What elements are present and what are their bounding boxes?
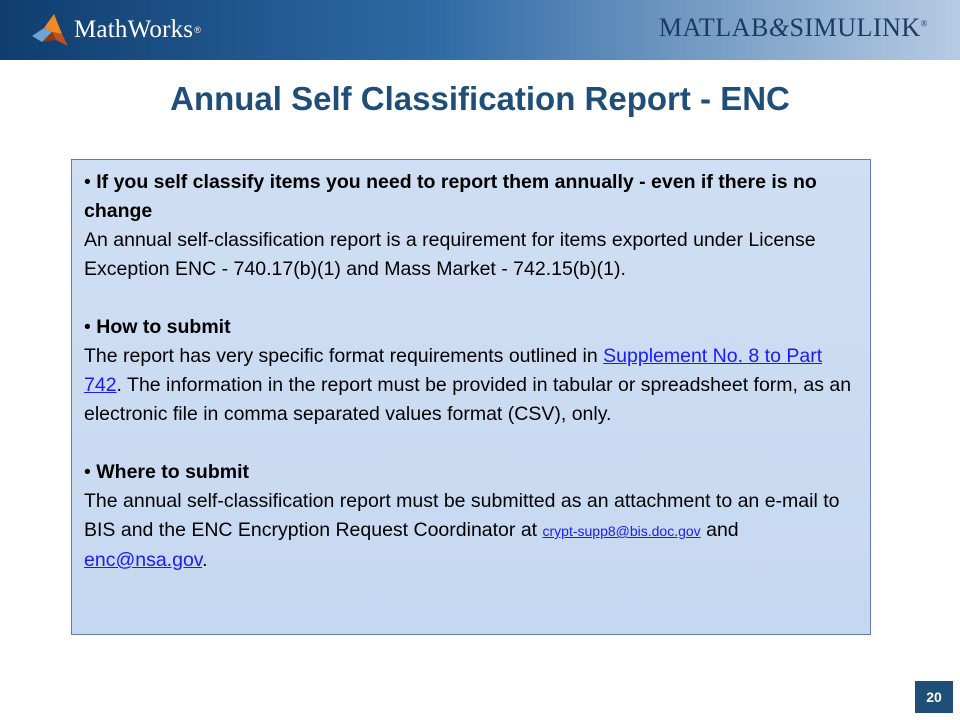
- simulink-registered-mark: ®: [920, 18, 928, 29]
- section-heading-line: [84, 458, 858, 487]
- section-report-annually: [84, 168, 858, 284]
- bis-email-link[interactable]: crypt-supp8@bis.doc.gov: [542, 523, 701, 539]
- section-heading: How to submit: [96, 316, 231, 338]
- body-text: The annual self-classification report must be submitted as an attachment to an e-mail to BIS and the ENC Encryption Request Coordinator at: [84, 490, 840, 541]
- body-text: The report has very specific format requirements outlined in: [84, 345, 604, 367]
- bullet: •: [84, 171, 91, 193]
- section-heading: Where to submit: [96, 461, 250, 483]
- page-number: 20: [926, 689, 942, 705]
- section-how-to-submit: [84, 313, 858, 429]
- section-body: An annual self-classification report is a requirement for items exported under License Exception ENC - 740.17(b)(1) and Mass Market - 742.15(b)(1).: [84, 229, 816, 280]
- mathworks-registered-mark: ®: [194, 25, 201, 35]
- body-text: and: [700, 519, 739, 541]
- section-heading: If you self classify items you need to report them annually - even if there is no change: [84, 171, 817, 222]
- mathworks-wordmark: MathWorks: [74, 16, 194, 43]
- simulink-wordmark: SIMULINK: [789, 13, 921, 42]
- content-box: [71, 159, 871, 635]
- slide-title: Annual Self Classification Report - ENC: [170, 80, 790, 117]
- bullet: •: [84, 316, 91, 338]
- ampersand: &: [768, 13, 790, 42]
- matlab-wordmark: MATLAB: [658, 13, 769, 42]
- section-where-to-submit: [84, 458, 858, 575]
- bullet: •: [84, 461, 91, 483]
- nsa-email-link[interactable]: enc@nsa.gov: [84, 549, 203, 571]
- section-body: [84, 487, 858, 575]
- body-text: . The information in the report must be provided in tabular or spreadsheet form, as an electronic file in comma separated values format (CSV), only.: [84, 374, 852, 425]
- section-body: [84, 342, 858, 429]
- slide-header-bar: [0, 0, 960, 60]
- mathworks-logo: [30, 10, 201, 50]
- membrane-logo-icon: [30, 10, 70, 50]
- section-heading-line: [84, 313, 858, 342]
- section-heading-line: [84, 168, 858, 226]
- body-text: .: [202, 549, 208, 571]
- page-number-badge: [915, 681, 953, 713]
- supplement-8-link[interactable]: Supplement No. 8 to Part 742: [84, 345, 823, 396]
- matlab-simulink-logo: [659, 13, 928, 43]
